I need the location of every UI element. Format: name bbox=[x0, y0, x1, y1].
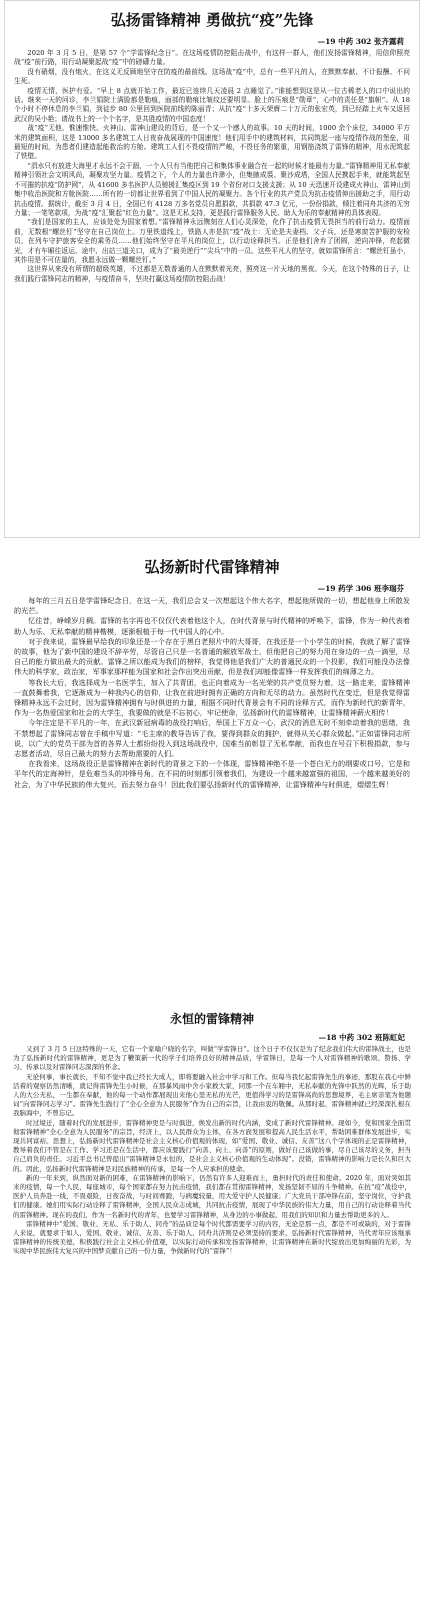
paragraph: 忆往昔，峥嵘岁月稠。雷锋的名字再也不仅仅代表着他这个人，在时代背景与时代精神的呼唤下，雷锋，作为一种代表着助人为乐、无私奉献的精神楷模，逐渐根植于每一代中国人的心中。 bbox=[14, 616, 410, 636]
paragraph: 时过境迁，随着时代的发展进步，雷锋精神更是与时俱进，焕发出新的时代内涵，变成了新时代雷锋精神。现如今，党和国家全面贯彻雷锋精神“全心全意为人民服务”的宗旨，经济上，以人民群众为主体，在各方面发展和提高人民生活水平，帮助困难群体发展进步，实现共同富裕。思想上，弘扬新时代雷锋精神是社会主义核心价值观的体现，如“爱国、敬业、诚信、友善”这八个字体现的正是雷锋精神，教导着我们不管是在工作、学习还是在生活中，都应该要践行“向善、向上、向善”的原则，做好自己该做的事，尽自己该尽的义务，担当自己肩负的责任。习近平总书记曾提出“雷锋精神是永恒的，是社会主义核心价值观的生动体现”。没错，雷锋精神的影响力是长久和巨大的。因此，弘扬新时代雷锋精神是对民族精神的传承，是每一个人应承担的使命。 bbox=[13, 1118, 411, 1173]
paragraph: 等我长大后，我选择成为一名医学生，加入了共青团，也正向着成为一名光荣的共产党员努力着，这一路走来，雷锋精神一直鼓舞着我，它逐渐成为一种我内心的信仰，让我在前进时拥有正确的方向和无尽的动力。虽然时代在变迁，但是我觉得雷锋精神永远不会过时，因为雷锋精神拥有与时俱进的力量，根据不同时代背景会有不同的诠释方式，而作为新时代的新青年，作为一名热爱国家和社会的大学生，我要做的就是不忘初心，牢记使命，弘扬新时代的雷锋精神，让雷锋精神薪火相传！ bbox=[14, 677, 410, 718]
article-byline: —19 中药 302 张齐露莉 bbox=[317, 37, 404, 46]
article-title: 永恒的雷锋精神 bbox=[169, 1012, 254, 1026]
paragraph: 每年的三月五日是学雷锋纪念日，在这一天，我们总会又一次想起这个伟大名字，想起他所做的一切，想起他身上所散发的光芒。 bbox=[14, 596, 410, 616]
article-title: 弘扬新时代雷锋精神 bbox=[144, 558, 280, 576]
paragraph: “我们是国家的主人，应该处处为国家着想。”雷锋精神永远镌刻在人们心灵深处，化作了抗击疫情无畏担当的前行动力。疫情面前，无数根“螺丝钉”坚守在自己岗位上。万里铁道线上，铁路人亦是抗“疫”战士：无论是夫妻档、父子兵，还是寒窗苦护服的安检员，在列车守护旅客安全的乘务员……他们始终坚守在平凡的岗位上，以行动诠释担当。正是他们舍弃了团圆，逆向冲锋，亮起微光，才有车厢往返运、途中、出站三道关口，成为了“最美逆行”“尖兵”中的一员。这些平凡人的坚守，就如雷锋所言：“螺丝钉虽小，其作用是不可估量的，我愿永远做一颗螺丝钉。” bbox=[14, 218, 410, 264]
paragraph: “涓水只有放进大海里才永远不会干涸，一个人只有当他把自己和集体事业融合在一起的时候才能最有力量。”雷锋精神用无私奉献精神引领社会文明风尚，凝聚攻坚力量。疫情之下，个人的力量也许渺小，但集腋成裘、聚沙成塔，全国人民携起手来，就能筑起坚不可摧的抗疫“防护网”，从 41600 多名医护人员驰援汇集疫区到 19 个省份对口支援支援；从 10 天迅速开设建成火神山、雷神山到集中收治医院和方舱医院……所有的一切都让世界看到了中国人民的凝聚力。各个行业的共产党员为抗击疫情伸出援助之手，用行动抗击疫情。据统计，截至 3 月 4 日，全国已有 4128 万多名党员自愿捐款，共捐款 47.3 亿元，一份份捐款，倾注着同舟共济的无穷力量；一笔笔款项，为战“疫”汇聚起“红色力量”。这是无私支持，更是践行雷锋服务人民、助人为乐的奉献精神的具体表现。 bbox=[14, 161, 410, 217]
paragraph: 这世界从来没有所谓的超级英雄，不过都是无数普通的人在默默着光亮，照亮这一片天地的黑夜。今天，在这个特殊的日子，让我们践行雷锋同志的精神，与疫情奋斗，坚决打赢这场疫情防控阻击战！ bbox=[14, 265, 410, 283]
paragraph: 雷锋精神中“爱国、敬业、无私、乐于助人、同舟”的品质是每个时代都需要学习的内容，无论是那一点，都是不可或缺的，对于雷锋人来说，就要求于如人，爱国、敬业、诚信、友善、乐于助人、同舟共济则是必须坚持的要求，弘扬新时代雷锋精神，当代青年应该继承雷锋精神的传统美德，积极践行社会主义核心价值观，以实际行动传承和发扬雷锋精神，让雷锋精神在新时代绽放出更加绚丽的光彩，为实现中华民族伟大复兴的中国梦贡献自己的一份力量，争做新时代的“雷锋”！ bbox=[13, 1219, 411, 1256]
paragraph: 今年注定是不平凡的一年，在武汉新冠病毒的战役打响后，举国上下万众一心，武汉的消息无时不刻牵动着我的思绪，我不禁想起了雷锋同志曾在手稿中写道：“毛主席的教导告诉了我，要得到群众的拥护，就得从关心群众做起。”正如雷锋同志所说，以广大的党员干部为首的各界人士都纷纷投入到这场战役中，国难当前彰显了无私奉献，而我也在号召下积极捐款，参与志愿者活动，尽自己最大的努力去帮助需要的人们。 bbox=[14, 718, 410, 759]
paragraph: 无论何事，事长就长，不知不觉中我已经长大成人，即将要融入社会中学习和工作。但每当我忆起雷锋先生的事迹，那股在我心中鲜活着的观察仍然清晰，就记得雷锋先生小时候，在那暴风雨中舍小家救大家，同那一个在车厢中，无私奉献的先锋中跃然的光辉，乐于助人的大公无私，一生都在奉献，他的每一个动作都展现出来他心里无私的光芒，更值得学习的是雷锋高尚的思想境界，毛主席亲笔为他题词“向雷锋同志学习”。雷锋先生践行了“全心全意为人民服务”作为自己的宗旨，让我由衷的敬佩。从那时起，雷锋精神就已经深深扎根在我脑海中，不曾忘记。 bbox=[13, 1072, 411, 1118]
paragraph: 疫情无情，医护有爱。“早上 8 点就开始工作，最近已连续几天凌晨 2 点睡觉了。”谁能想到这是从一位古稀老人的口中说出的话。继来一天的问诊，李兰娟院士满脸都是勒痕，面部的勒痕比皱纹还要明显。脸上的压痕是“勋章”，心中的责任是“旗帜”。从 18 个小时不停休息的李兰娟，到徒步 80 公里回到医院前线的陈丽青；从抗“疫”十多天荣膺二十万元的张宏英，到已经踏上火车又返回武汉的吴小艳；请战书上的一个个名字，是共胜疫情的中国态度！ bbox=[14, 86, 410, 123]
article-byline: —19 药学 306 班李瑞芬 bbox=[317, 584, 404, 593]
article-title: 弘扬雷锋精神 勇做抗“疫”先锋 bbox=[110, 11, 314, 29]
article-1 bbox=[4, 0, 420, 538]
article-2 bbox=[4, 548, 420, 988]
article-3 bbox=[4, 996, 420, 1596]
paragraph: 对于我来说，雷锋最早给我的印象还是一个存在于黑白老照片中的大哥哥，在我还是一个小学生的时候，我就了解了雷锋的故事，他为了新中国的建设不辞辛劳，尽管自己只是一名普通的解放军战士，但他把自己的努力用在身边的一点一滴里，尽自己的能力做出最大的贡献。雷锋之所以能成为我们的榜样，我觉得他是我们广大的普通民众的一个投影，我们可能没办法像伟大的科学家，政治家，军事家那样能为国家和社会作出突出贡献，但是我们却能像雷锋一样发挥我们的绵薄之力。 bbox=[14, 636, 410, 677]
paragraph: 战“疫”无他，惟速惟快。火神山、雷神山建设的背后，是一个又一个感人的故事。10 天的时间，1000 余个床位，34000 平方米的建筑面积，这是 13000 多名建筑工人日夜奋战展现的中国速度！他们用手中的建筑材料，共同筑起一座与疫情作战的堡垒，用最短的时间，为患者们建造起能救治的方舱。建筑工人们不畏疫情的严峻，不畏任务的繁重，用钢筋浇筑了雷锋的精神，用水泥筑起了铁壁。 bbox=[14, 124, 410, 161]
paragraph: 2020 年 3 月 5 日，是第 57 个“学雷锋纪念日”。在这场疫情防控阻击战中，有这样一群人，他们发扬雷锋精神，用信仰照亮战“疫”前行路，用行动凝聚起战“疫”中的磅礴力量。 bbox=[14, 49, 410, 67]
paragraph: 又到了 3 月 5 日这特殊的一天，它有一个家喻户晓的名字，叫做“学雷锋日”。这个日子不仅仅是为了纪念我们伟大的雷锋战士，也是为了弘扬新时代的雷锋精神，更是为了鞭策新一代的学子们培养良好的精神品质，学雷锋日，是每一个人对雷锋精神的歌颂、赞扬、学习、传承以及对雷锋同志深深的怀念。 bbox=[13, 1045, 411, 1072]
paragraph: 新的一年来到，纵然面对新的困难，在雷锋精神的影响下，仍然有许多人迎难而上，勇担时代的责任和使命。2020 年，面对突如其来的疫情，每一个人民，每座城市，每个国家都在努力抗击疫情，我们都在贯彻雷锋精神，发扬坚韧不屈的斗争精神。在抗“疫”战役中，医护人员奔赴一线，不畏艰险，日夜奋战，与时间赛跑，与病魔较量，用大爱守护人民健康；广大党员干部冲锋在前，坚守岗位，守护我们的健康。她们用实际行动诠释了雷锋精神，全国人民众志成城，共同抗击疫情，展现了中华民族的伟大力量，用自己的行动诠释着当代的雷锋精神。现在的我们，作为一名新时代的青年，也要学习雷锋精神，从身边的小事做起，用我们的知识和力量去帮助更多的人。 bbox=[13, 1173, 411, 1219]
paragraph: 没有硝烟，没有炮火，在这义无反顾地坚守在防疫的最前线。这场战“疫”中，总有一些平凡的人，在默默奉献、不计报酬、不问生死。 bbox=[14, 67, 410, 86]
paragraph: 在我看来，这场战役正是雷锋精神在新时代的背景之下的一个体现，雷锋精神绝不是一个苍白无力的纲要或口号，它是和平年代的定海神针，是危难当头的冲锋号角，在不同的时刻都引领着我们，为建设一个越来越富强的祖国，一个越来越美好的社会，为了中华民族的伟大复兴，而去努力奋斗！因此我们要弘扬新时代的雷锋精神，让雷锋精神与时俱进，熠熠生辉！ bbox=[14, 759, 410, 789]
article-byline: —18 中药 302 班陈虹妃 bbox=[318, 1033, 405, 1042]
